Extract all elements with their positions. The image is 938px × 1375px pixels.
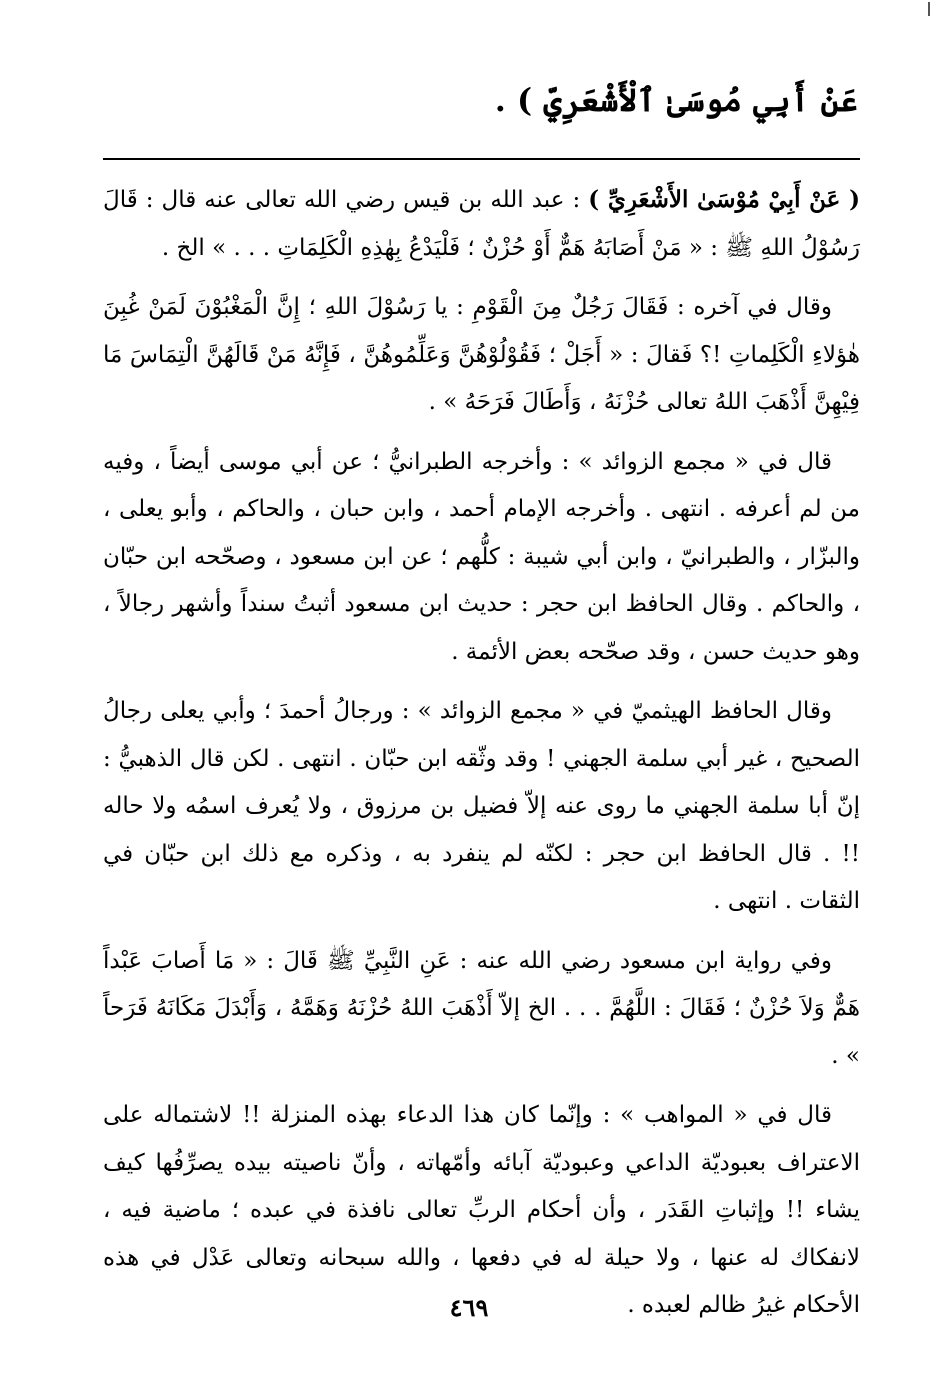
commentary-paragraph-6: قال في « المواهب » : وإنّما كان هذا الدعاء بهذه المنزلة !! لاشتماله على الاعتراف بعبوديّة الداعي وعبوديّة آبائه وأمّهاته ، وأنّ ناصيته بيده يصرِّفُها كيف يشاء !! وإثباتِ القَدَر ، وأن أحكام الربِّ تعالى نافذة في عبده ؛ ماضية فيه ، لانفكاك له عنها ، ولا حيلة له في دفعها ، والله سبحانه وتعالى عَدْل في هذه الأحكام غيرُ ظالم لعبده . [103,1102,860,1318]
page-number: ٤٦٩ [449,1293,489,1322]
commentary-paragraph-1 [103,176,860,272]
commentary-paragraph-4: وقال الحافظ الهيثميّ في « مجمع الزوائد » : ورجالُ أحمدَ ؛ وأبي يعلى رجالُ الصحيح ، غير أبي سلمة الجهني ! وقد وثّقه ابن حبّان . انتهى . لكن قال الذهبيُّ : إنّ أبا سلمة الجهني ما روى عنه إلاّ فضيل بن مرزوق ، ولا يُعرف اسمُه ولا حاله !! . قال الحافظ ابن حجر : لكنّه لم ينفرد به ، وذكره مع ذلك ابن حبّان في الثقات . انتهى . [103,698,860,914]
matn-text-line: عَنْ أَبِي مُوسَىٰ ٱلْأَشْعَرِيِّ ) . [494,81,858,119]
separator-rule [103,158,860,160]
commentary-paragraph-2: وقال في آخره : فَقَالَ رَجُلٌ مِنَ الْقَوْمِ : يا رَسُوْلَ اللهِ ؛ إِنَّ الْمَغْبُوْنَ لَمَنْ غُبِنَ هٰؤلاءِ الْكَلِماتِ !؟ فَقالَ : « أَجَلْ ؛ فَقُوْلُوْهُنَّ وَعَلِّمُوهُنَّ ، فَإِنَّهُ مَنْ قَالَهُنَّ الْتِمَاسَ مَا فِيْهِنَّ أَذْهَبَ اللهُ تعالى حُزْنَهُ ، وَأَطَالَ فَرَحَهُ » . [103,294,860,415]
commentary-text [103,176,860,1342]
scan-corner-mark [928,2,930,16]
commentary-paragraph-5: وفي رواية ابن مسعود رضي الله عنه : عَنِ النَّبِيِّ ﷺ قَالَ : « مَا أَصابَ عَبْداً هَمٌّ وَلاَ حُزْنٌ ؛ فَقَالَ : اللَّهُمَّ . . . الخ إلاّ أَذْهَبَ اللهُ حُزْنَهُ وَهَمَّهُ ، وَأَبْدَلَ مَكَانَهُ فَرَحاً » . [103,947,860,1069]
paragraph-1-text: : عبد الله بن قيس رضي الله تعالى عنه قال : قَالَ رَسُوْلُ اللهِ ﷺ : « مَنْ أَصَابَهُ هَمٌّ أَوْ حُزْنٌ ؛ فَلْيَدْعُ بِهٰذِهِ الْكَلِمَاتِ . . . » الخ . [103,187,860,261]
commentary-paragraph-3: قال في « مجمع الزوائد » : وأخرجه الطبرانيُّ ؛ عن أبي موسى أيضاً ، وفيه من لم أعرفه . انتهى . وأخرجه الإمام أحمد ، وابن حبان ، والحاكم ، وأبو يعلى ، والبزّار ، والطبرانيّ ، وابن أبي شيبة : كلُّهم ؛ عن ابن مسعود ، وصحّحه ابن حبّان ، والحاكم . وقال الحافظ ابن حجر : حديث ابن مسعود أثبتُ سنداً وأشهر رجالاً ، وهو حديث حسن ، وقد صحّحه بعض الأئمة . [103,448,860,665]
lemma-quote: ( عَنْ أَبِيْ مُوْسَىٰ الأَشْعَرِيِّ ) [588,186,860,213]
